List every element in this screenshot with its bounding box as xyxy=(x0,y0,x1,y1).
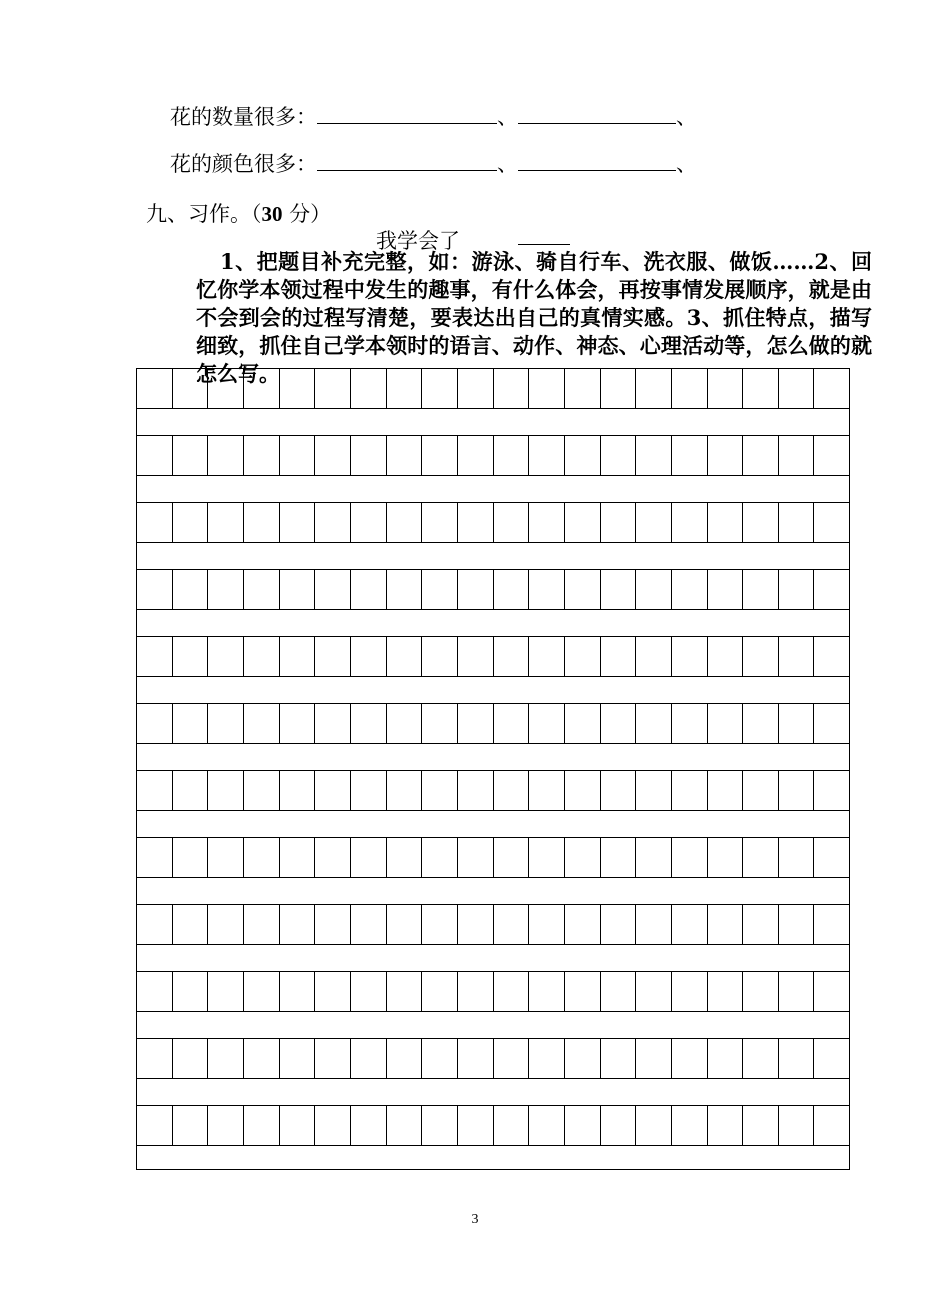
essay-title-blank[interactable] xyxy=(518,244,570,245)
grid-cell[interactable] xyxy=(244,771,280,810)
grid-cell[interactable] xyxy=(458,1106,494,1145)
grid-cell[interactable] xyxy=(280,972,316,1011)
grid-cell[interactable] xyxy=(529,436,565,475)
grid-cell[interactable] xyxy=(173,972,209,1011)
grid-cell[interactable] xyxy=(743,704,779,743)
grid-cell[interactable] xyxy=(280,771,316,810)
grid-cell[interactable] xyxy=(280,1039,316,1078)
instructions-text: 1、把题目补充完整，如：游泳、骑自行车、洗衣服、做饭……2、回忆你学本领过程中发生的趣事，有什么体会，再按事情发展顺序，就是由不会到会的过程写清楚，要表达出自己的真情实感。3、抓住特点，描写细致，抓住自己学本领时的语言、动作、神态、心理活动等，怎么做的就怎么写。 xyxy=(196,249,872,386)
grid-cell[interactable] xyxy=(636,1106,672,1145)
grid-cell[interactable] xyxy=(315,503,351,542)
grid-cell[interactable] xyxy=(494,704,530,743)
grid-cell[interactable] xyxy=(315,838,351,877)
grid-cell[interactable] xyxy=(351,704,387,743)
separator: 、 xyxy=(676,105,697,129)
grid-cell[interactable] xyxy=(494,503,530,542)
grid-gap-row xyxy=(137,878,849,905)
grid-cell[interactable] xyxy=(173,637,209,676)
grid-gap-row xyxy=(137,744,849,771)
fill-line-quantity xyxy=(170,104,697,130)
grid-cell[interactable] xyxy=(422,771,458,810)
grid-cell[interactable] xyxy=(208,972,244,1011)
grid-cell[interactable] xyxy=(244,637,280,676)
grid-cell[interactable] xyxy=(458,570,494,609)
grid-cell[interactable] xyxy=(529,972,565,1011)
grid-cell[interactable] xyxy=(779,637,815,676)
grid-cell[interactable] xyxy=(743,1039,779,1078)
grid-cell[interactable] xyxy=(601,972,637,1011)
grid-gap-row xyxy=(137,677,849,704)
grid-cell[interactable] xyxy=(565,503,601,542)
grid-row xyxy=(137,503,849,543)
grid-cell[interactable] xyxy=(315,1106,351,1145)
grid-cell[interactable] xyxy=(208,637,244,676)
grid-cell[interactable] xyxy=(280,436,316,475)
grid-row xyxy=(137,369,849,409)
grid-cell[interactable] xyxy=(779,369,815,408)
grid-cell[interactable] xyxy=(779,704,815,743)
grid-cell[interactable] xyxy=(173,771,209,810)
grid-cell[interactable] xyxy=(529,704,565,743)
grid-cell[interactable] xyxy=(814,1039,849,1078)
grid-cell[interactable] xyxy=(244,1106,280,1145)
grid-cell[interactable] xyxy=(208,570,244,609)
grid-cell[interactable] xyxy=(601,704,637,743)
grid-cell[interactable] xyxy=(458,972,494,1011)
grid-cell[interactable] xyxy=(529,637,565,676)
grid-cell[interactable] xyxy=(565,771,601,810)
grid-cell[interactable] xyxy=(137,369,173,408)
grid-cell[interactable] xyxy=(137,1039,173,1078)
grid-cell[interactable] xyxy=(814,369,849,408)
grid-cell[interactable] xyxy=(422,637,458,676)
grid-cell[interactable] xyxy=(636,771,672,810)
grid-cell[interactable] xyxy=(672,771,708,810)
grid-cell[interactable] xyxy=(743,637,779,676)
grid-row xyxy=(137,436,849,476)
grid-cell[interactable] xyxy=(315,771,351,810)
grid-cell[interactable] xyxy=(779,503,815,542)
blank-field[interactable] xyxy=(317,152,497,171)
grid-cell[interactable] xyxy=(351,905,387,944)
grid-gap-row xyxy=(137,1079,849,1106)
essay-title: 我学会了 xyxy=(376,229,460,253)
grid-cell[interactable] xyxy=(351,771,387,810)
grid-cell[interactable] xyxy=(494,972,530,1011)
grid-cell[interactable] xyxy=(280,570,316,609)
grid-cell[interactable] xyxy=(351,1106,387,1145)
grid-cell[interactable] xyxy=(315,369,351,408)
grid-cell[interactable] xyxy=(244,838,280,877)
grid-cell[interactable] xyxy=(422,972,458,1011)
grid-cell[interactable] xyxy=(529,905,565,944)
grid-cell[interactable] xyxy=(636,570,672,609)
grid-cell[interactable] xyxy=(315,1039,351,1078)
grid-cell[interactable] xyxy=(494,771,530,810)
grid-cell[interactable] xyxy=(601,905,637,944)
grid-cell[interactable] xyxy=(743,503,779,542)
grid-cell[interactable] xyxy=(422,436,458,475)
grid-cell[interactable] xyxy=(636,503,672,542)
grid-cell[interactable] xyxy=(636,637,672,676)
grid-cell[interactable] xyxy=(565,905,601,944)
grid-cell[interactable] xyxy=(244,905,280,944)
separator: 、 xyxy=(497,152,518,176)
grid-cell[interactable] xyxy=(173,1039,209,1078)
grid-cell[interactable] xyxy=(708,972,744,1011)
grid-cell[interactable] xyxy=(422,704,458,743)
grid-cell[interactable] xyxy=(387,637,423,676)
separator: 、 xyxy=(676,152,697,176)
grid-cell[interactable] xyxy=(458,503,494,542)
grid-cell[interactable] xyxy=(173,369,209,408)
grid-cell[interactable] xyxy=(708,436,744,475)
grid-cell[interactable] xyxy=(743,905,779,944)
grid-gap-row xyxy=(137,811,849,838)
grid-cell[interactable] xyxy=(601,771,637,810)
grid-cell[interactable] xyxy=(672,1106,708,1145)
grid-cell[interactable] xyxy=(458,704,494,743)
grid-cell[interactable] xyxy=(351,838,387,877)
grid-cell[interactable] xyxy=(814,1106,849,1145)
grid-cell[interactable] xyxy=(636,704,672,743)
essay-instructions xyxy=(196,248,872,388)
blank-field[interactable] xyxy=(518,152,676,171)
grid-cell[interactable] xyxy=(137,436,173,475)
grid-cell[interactable] xyxy=(458,905,494,944)
grid-cell[interactable] xyxy=(708,637,744,676)
grid-row xyxy=(137,1106,849,1146)
grid-cell[interactable] xyxy=(529,570,565,609)
grid-cell[interactable] xyxy=(565,570,601,609)
grid-cell[interactable] xyxy=(601,1106,637,1145)
grid-cell[interactable] xyxy=(636,369,672,408)
grid-cell[interactable] xyxy=(137,972,173,1011)
grid-cell[interactable] xyxy=(173,905,209,944)
grid-cell[interactable] xyxy=(315,436,351,475)
grid-cell[interactable] xyxy=(244,369,280,408)
grid-cell[interactable] xyxy=(351,637,387,676)
grid-cell[interactable] xyxy=(315,637,351,676)
grid-cell[interactable] xyxy=(387,436,423,475)
grid-cell[interactable] xyxy=(743,771,779,810)
grid-cell[interactable] xyxy=(208,1106,244,1145)
grid-cell[interactable] xyxy=(636,436,672,475)
grid-cell[interactable] xyxy=(422,1106,458,1145)
grid-cell[interactable] xyxy=(814,704,849,743)
section-heading xyxy=(146,198,331,228)
grid-cell[interactable] xyxy=(387,905,423,944)
grid-cell[interactable] xyxy=(779,570,815,609)
grid-cell[interactable] xyxy=(315,704,351,743)
grid-cell[interactable] xyxy=(244,570,280,609)
grid-cell[interactable] xyxy=(529,771,565,810)
grid-cell[interactable] xyxy=(387,570,423,609)
grid-cell[interactable] xyxy=(672,905,708,944)
grid-cell[interactable] xyxy=(779,972,815,1011)
grid-cell[interactable] xyxy=(387,503,423,542)
writing-grid[interactable] xyxy=(136,368,850,1170)
grid-cell[interactable] xyxy=(565,637,601,676)
fill-line-color xyxy=(170,151,697,177)
grid-cell[interactable] xyxy=(351,436,387,475)
grid-cell[interactable] xyxy=(351,503,387,542)
fill-label: 花的数量很多： xyxy=(170,105,317,129)
grid-cell[interactable] xyxy=(494,1039,530,1078)
grid-cell[interactable] xyxy=(743,369,779,408)
grid-cell[interactable] xyxy=(636,838,672,877)
grid-cell[interactable] xyxy=(244,503,280,542)
grid-cell[interactable] xyxy=(708,838,744,877)
grid-gap-row xyxy=(137,476,849,503)
fill-label: 花的颜色很多： xyxy=(170,152,317,176)
grid-cell[interactable] xyxy=(137,637,173,676)
grid-gap-row xyxy=(137,409,849,436)
grid-cell[interactable] xyxy=(494,838,530,877)
grid-cell[interactable] xyxy=(244,436,280,475)
grid-cell[interactable] xyxy=(173,570,209,609)
grid-cell[interactable] xyxy=(672,972,708,1011)
grid-cell[interactable] xyxy=(529,369,565,408)
grid-cell[interactable] xyxy=(708,771,744,810)
grid-cell[interactable] xyxy=(280,1106,316,1145)
grid-cell[interactable] xyxy=(458,436,494,475)
grid-cell[interactable] xyxy=(779,1039,815,1078)
grid-cell[interactable] xyxy=(351,972,387,1011)
grid-cell[interactable] xyxy=(422,905,458,944)
grid-cell[interactable] xyxy=(137,905,173,944)
grid-cell[interactable] xyxy=(387,1106,423,1145)
grid-cell[interactable] xyxy=(208,838,244,877)
section-title: 九、习作。（ xyxy=(146,202,262,226)
grid-row xyxy=(137,972,849,1012)
grid-cell[interactable] xyxy=(636,1039,672,1078)
grid-cell[interactable] xyxy=(494,369,530,408)
grid-cell[interactable] xyxy=(529,1106,565,1145)
grid-cell[interactable] xyxy=(387,369,423,408)
grid-cell[interactable] xyxy=(208,369,244,408)
grid-cell[interactable] xyxy=(494,570,530,609)
grid-cell[interactable] xyxy=(494,1106,530,1145)
grid-cell[interactable] xyxy=(422,838,458,877)
grid-cell[interactable] xyxy=(529,503,565,542)
grid-cell[interactable] xyxy=(779,771,815,810)
grid-cell[interactable] xyxy=(422,369,458,408)
grid-cell[interactable] xyxy=(244,972,280,1011)
grid-cell[interactable] xyxy=(315,972,351,1011)
grid-cell[interactable] xyxy=(529,838,565,877)
grid-cell[interactable] xyxy=(708,369,744,408)
grid-cell[interactable] xyxy=(601,1039,637,1078)
grid-cell[interactable] xyxy=(743,436,779,475)
grid-cell[interactable] xyxy=(743,570,779,609)
grid-cell[interactable] xyxy=(601,570,637,609)
grid-cell[interactable] xyxy=(315,570,351,609)
grid-cell[interactable] xyxy=(672,1039,708,1078)
grid-cell[interactable] xyxy=(387,1039,423,1078)
grid-gap-row xyxy=(137,945,849,972)
grid-cell[interactable] xyxy=(565,369,601,408)
grid-cell[interactable] xyxy=(672,570,708,609)
grid-cell[interactable] xyxy=(173,1106,209,1145)
section-points: 30 xyxy=(261,202,283,226)
grid-cell[interactable] xyxy=(601,838,637,877)
grid-cell[interactable] xyxy=(565,1039,601,1078)
grid-cell[interactable] xyxy=(173,503,209,542)
grid-cell[interactable] xyxy=(672,704,708,743)
grid-cell[interactable] xyxy=(565,1106,601,1145)
grid-cell[interactable] xyxy=(208,1039,244,1078)
grid-row xyxy=(137,637,849,677)
grid-cell[interactable] xyxy=(422,1039,458,1078)
grid-gap-row xyxy=(137,1012,849,1039)
grid-cell[interactable] xyxy=(672,838,708,877)
grid-gap-row xyxy=(137,1146,849,1173)
grid-cell[interactable] xyxy=(137,771,173,810)
blank-field[interactable] xyxy=(317,105,497,124)
grid-cell[interactable] xyxy=(601,503,637,542)
grid-cell[interactable] xyxy=(137,838,173,877)
grid-cell[interactable] xyxy=(814,436,849,475)
grid-cell[interactable] xyxy=(672,503,708,542)
grid-cell[interactable] xyxy=(672,637,708,676)
grid-cell[interactable] xyxy=(814,838,849,877)
grid-cell[interactable] xyxy=(173,704,209,743)
grid-cell[interactable] xyxy=(743,838,779,877)
grid-row xyxy=(137,905,849,945)
grid-cell[interactable] xyxy=(280,503,316,542)
grid-cell[interactable] xyxy=(244,704,280,743)
grid-cell[interactable] xyxy=(601,637,637,676)
grid-cell[interactable] xyxy=(137,704,173,743)
grid-cell[interactable] xyxy=(565,838,601,877)
grid-cell[interactable] xyxy=(387,704,423,743)
grid-cell[interactable] xyxy=(708,1106,744,1145)
grid-cell[interactable] xyxy=(565,436,601,475)
grid-cell[interactable] xyxy=(208,905,244,944)
grid-cell[interactable] xyxy=(458,369,494,408)
grid-cell[interactable] xyxy=(779,1106,815,1145)
grid-cell[interactable] xyxy=(458,771,494,810)
grid-row xyxy=(137,771,849,811)
grid-cell[interactable] xyxy=(458,637,494,676)
section-suffix: 分） xyxy=(282,202,332,226)
grid-gap-row xyxy=(137,543,849,570)
grid-cell[interactable] xyxy=(814,637,849,676)
grid-cell[interactable] xyxy=(601,436,637,475)
grid-cell[interactable] xyxy=(708,570,744,609)
grid-cell[interactable] xyxy=(137,503,173,542)
grid-cell[interactable] xyxy=(779,905,815,944)
grid-cell[interactable] xyxy=(494,436,530,475)
grid-cell[interactable] xyxy=(636,905,672,944)
blank-field[interactable] xyxy=(518,105,676,124)
page-number: 3 xyxy=(471,1212,479,1227)
grid-cell[interactable] xyxy=(137,1106,173,1145)
grid-cell[interactable] xyxy=(208,436,244,475)
grid-cell[interactable] xyxy=(208,503,244,542)
grid-cell[interactable] xyxy=(708,704,744,743)
grid-cell[interactable] xyxy=(814,905,849,944)
grid-cell[interactable] xyxy=(636,972,672,1011)
grid-cell[interactable] xyxy=(280,905,316,944)
grid-cell[interactable] xyxy=(743,972,779,1011)
grid-cell[interactable] xyxy=(814,771,849,810)
grid-cell[interactable] xyxy=(458,1039,494,1078)
grid-cell[interactable] xyxy=(387,838,423,877)
grid-row xyxy=(137,838,849,878)
grid-cell[interactable] xyxy=(208,771,244,810)
grid-cell[interactable] xyxy=(137,570,173,609)
grid-cell[interactable] xyxy=(208,704,244,743)
grid-row xyxy=(137,704,849,744)
grid-cell[interactable] xyxy=(743,1106,779,1145)
grid-cell[interactable] xyxy=(173,838,209,877)
grid-cell[interactable] xyxy=(458,838,494,877)
separator: 、 xyxy=(497,105,518,129)
grid-cell[interactable] xyxy=(494,637,530,676)
grid-cell[interactable] xyxy=(422,503,458,542)
grid-cell[interactable] xyxy=(708,503,744,542)
grid-cell[interactable] xyxy=(529,1039,565,1078)
grid-cell[interactable] xyxy=(244,1039,280,1078)
grid-cell[interactable] xyxy=(779,838,815,877)
grid-cell[interactable] xyxy=(280,637,316,676)
grid-row xyxy=(137,570,849,610)
grid-cell[interactable] xyxy=(315,905,351,944)
grid-cell[interactable] xyxy=(387,771,423,810)
grid-cell[interactable] xyxy=(779,436,815,475)
grid-cell[interactable] xyxy=(601,369,637,408)
grid-cell[interactable] xyxy=(565,972,601,1011)
grid-cell[interactable] xyxy=(672,436,708,475)
grid-cell[interactable] xyxy=(565,704,601,743)
grid-cell[interactable] xyxy=(351,1039,387,1078)
grid-cell[interactable] xyxy=(351,570,387,609)
grid-cell[interactable] xyxy=(708,905,744,944)
grid-cell[interactable] xyxy=(173,436,209,475)
grid-cell[interactable] xyxy=(280,369,316,408)
grid-cell[interactable] xyxy=(280,838,316,877)
grid-cell[interactable] xyxy=(814,972,849,1011)
grid-row xyxy=(137,1039,849,1079)
grid-cell[interactable] xyxy=(814,570,849,609)
grid-cell[interactable] xyxy=(280,704,316,743)
grid-gap-row xyxy=(137,610,849,637)
grid-cell[interactable] xyxy=(387,972,423,1011)
grid-cell[interactable] xyxy=(422,570,458,609)
grid-cell[interactable] xyxy=(814,503,849,542)
grid-cell[interactable] xyxy=(708,1039,744,1078)
grid-cell[interactable] xyxy=(351,369,387,408)
grid-cell[interactable] xyxy=(494,905,530,944)
grid-cell[interactable] xyxy=(672,369,708,408)
